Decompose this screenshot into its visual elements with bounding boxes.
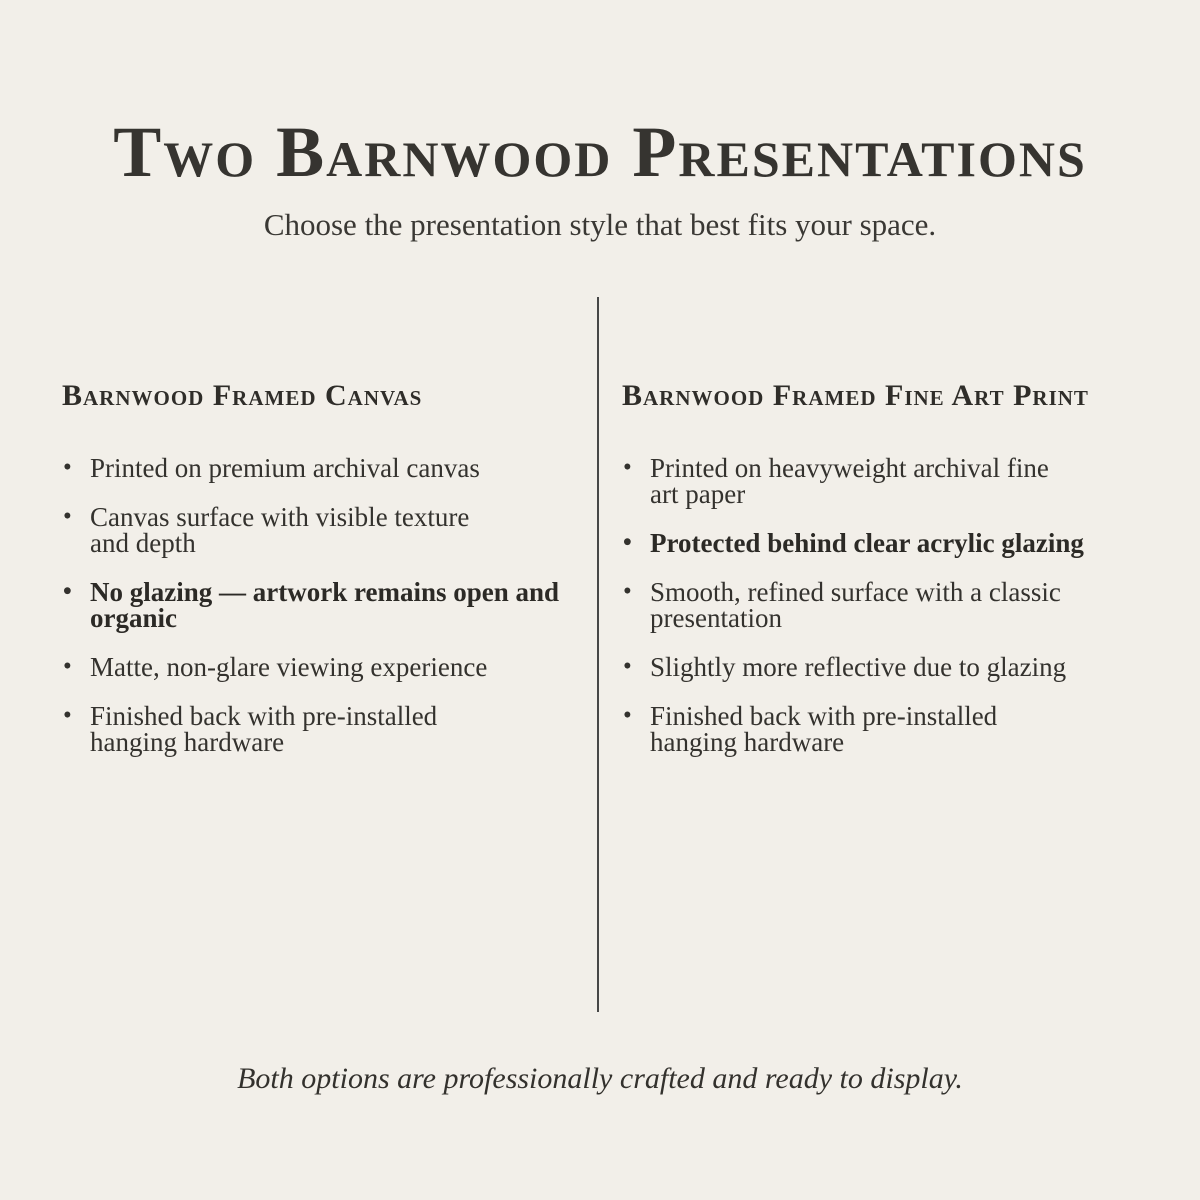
list-item: • Printed on heavyweight archival fine art paper: [622, 455, 1080, 507]
footer-note: Both options are professionally crafted and ready to display.: [237, 1062, 963, 1095]
list-item: • Slightly more reflective due to glazing: [622, 654, 1150, 680]
list-item: • Canvas surface with visible texture and depth: [62, 504, 490, 556]
column-barnwood-framed-canvas: [62, 381, 562, 778]
list-item-emphasized: • No glazing — artwork remains open and organic: [62, 579, 562, 631]
feature-list-canvas: [62, 455, 562, 755]
list-item: • Printed on premium archival canvas: [62, 455, 562, 481]
column-heading-canvas: Barnwood Framed Canvas: [62, 379, 423, 412]
column-barnwood-framed-fine-art-print: [622, 381, 1150, 778]
list-item: • Matte, non-glare viewing experience: [62, 654, 562, 680]
list-item: • Finished back with pre-installed hanging hardware: [622, 703, 1080, 755]
page-title: Two Barnwood Presentations: [113, 112, 1087, 192]
page-subtitle: Choose the presentation style that best fits your space.: [263, 207, 937, 242]
feature-list-fine-art-print: [622, 455, 1150, 755]
list-item: • Finished back with pre-installed hanging hardware: [62, 703, 520, 755]
list-item: • Smooth, refined surface with a classic presentation: [622, 579, 1080, 631]
list-item-emphasized: • Protected behind clear acrylic glazing: [622, 530, 1150, 556]
column-heading-fine-art-print: Barnwood Framed Fine Art Print: [622, 379, 1089, 412]
column-divider: [597, 297, 599, 1012]
